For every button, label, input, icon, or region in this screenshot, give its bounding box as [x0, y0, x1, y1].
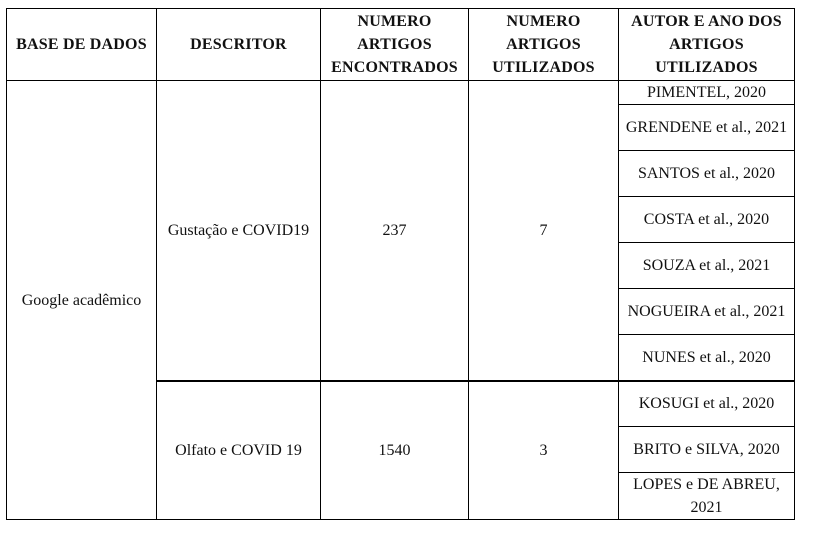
- author-cell: BRITO e SILVA, 2020: [619, 427, 795, 473]
- author-cell: NOGUEIRA et al., 2021: [619, 289, 795, 335]
- encontrados-cell-olfato: 1540: [321, 381, 469, 520]
- author-cell: KOSUGI et al., 2020: [619, 381, 795, 427]
- author-cell: NUNES et al., 2020: [619, 335, 795, 381]
- header-base-de-dados: BASE DE DADOS: [7, 9, 157, 81]
- descritor-cell-olfato: Olfato e COVID 19: [157, 381, 321, 520]
- author-cell: GRENDENE et al., 2021: [619, 105, 795, 151]
- utilizados-cell-gustacao: 7: [469, 81, 619, 381]
- author-cell: COSTA et al., 2020: [619, 197, 795, 243]
- utilizados-cell-olfato: 3: [469, 381, 619, 520]
- encontrados-cell-gustacao: 237: [321, 81, 469, 381]
- descritor-cell-gustacao: Gustação e COVID19: [157, 81, 321, 381]
- header-descritor: DESCRITOR: [157, 9, 321, 81]
- author-cell: PIMENTEL, 2020: [619, 81, 795, 105]
- base-de-dados-cell: Google acadêmico: [7, 81, 157, 520]
- author-cell: LOPES e DE ABREU, 2021: [619, 473, 795, 520]
- articles-table: [6, 8, 795, 520]
- header-artigos-utilizados: NUMERO ARTIGOS UTILIZADOS: [469, 9, 619, 81]
- header-row: [7, 9, 795, 81]
- header-artigos-encontrados: NUMERO ARTIGOS ENCONTRADOS: [321, 9, 469, 81]
- header-autor-ano: AUTOR E ANO DOS ARTIGOS UTILIZADOS: [619, 9, 795, 81]
- author-cell: SANTOS et al., 2020: [619, 151, 795, 197]
- table-row: [7, 81, 795, 105]
- author-cell: SOUZA et al., 2021: [619, 243, 795, 289]
